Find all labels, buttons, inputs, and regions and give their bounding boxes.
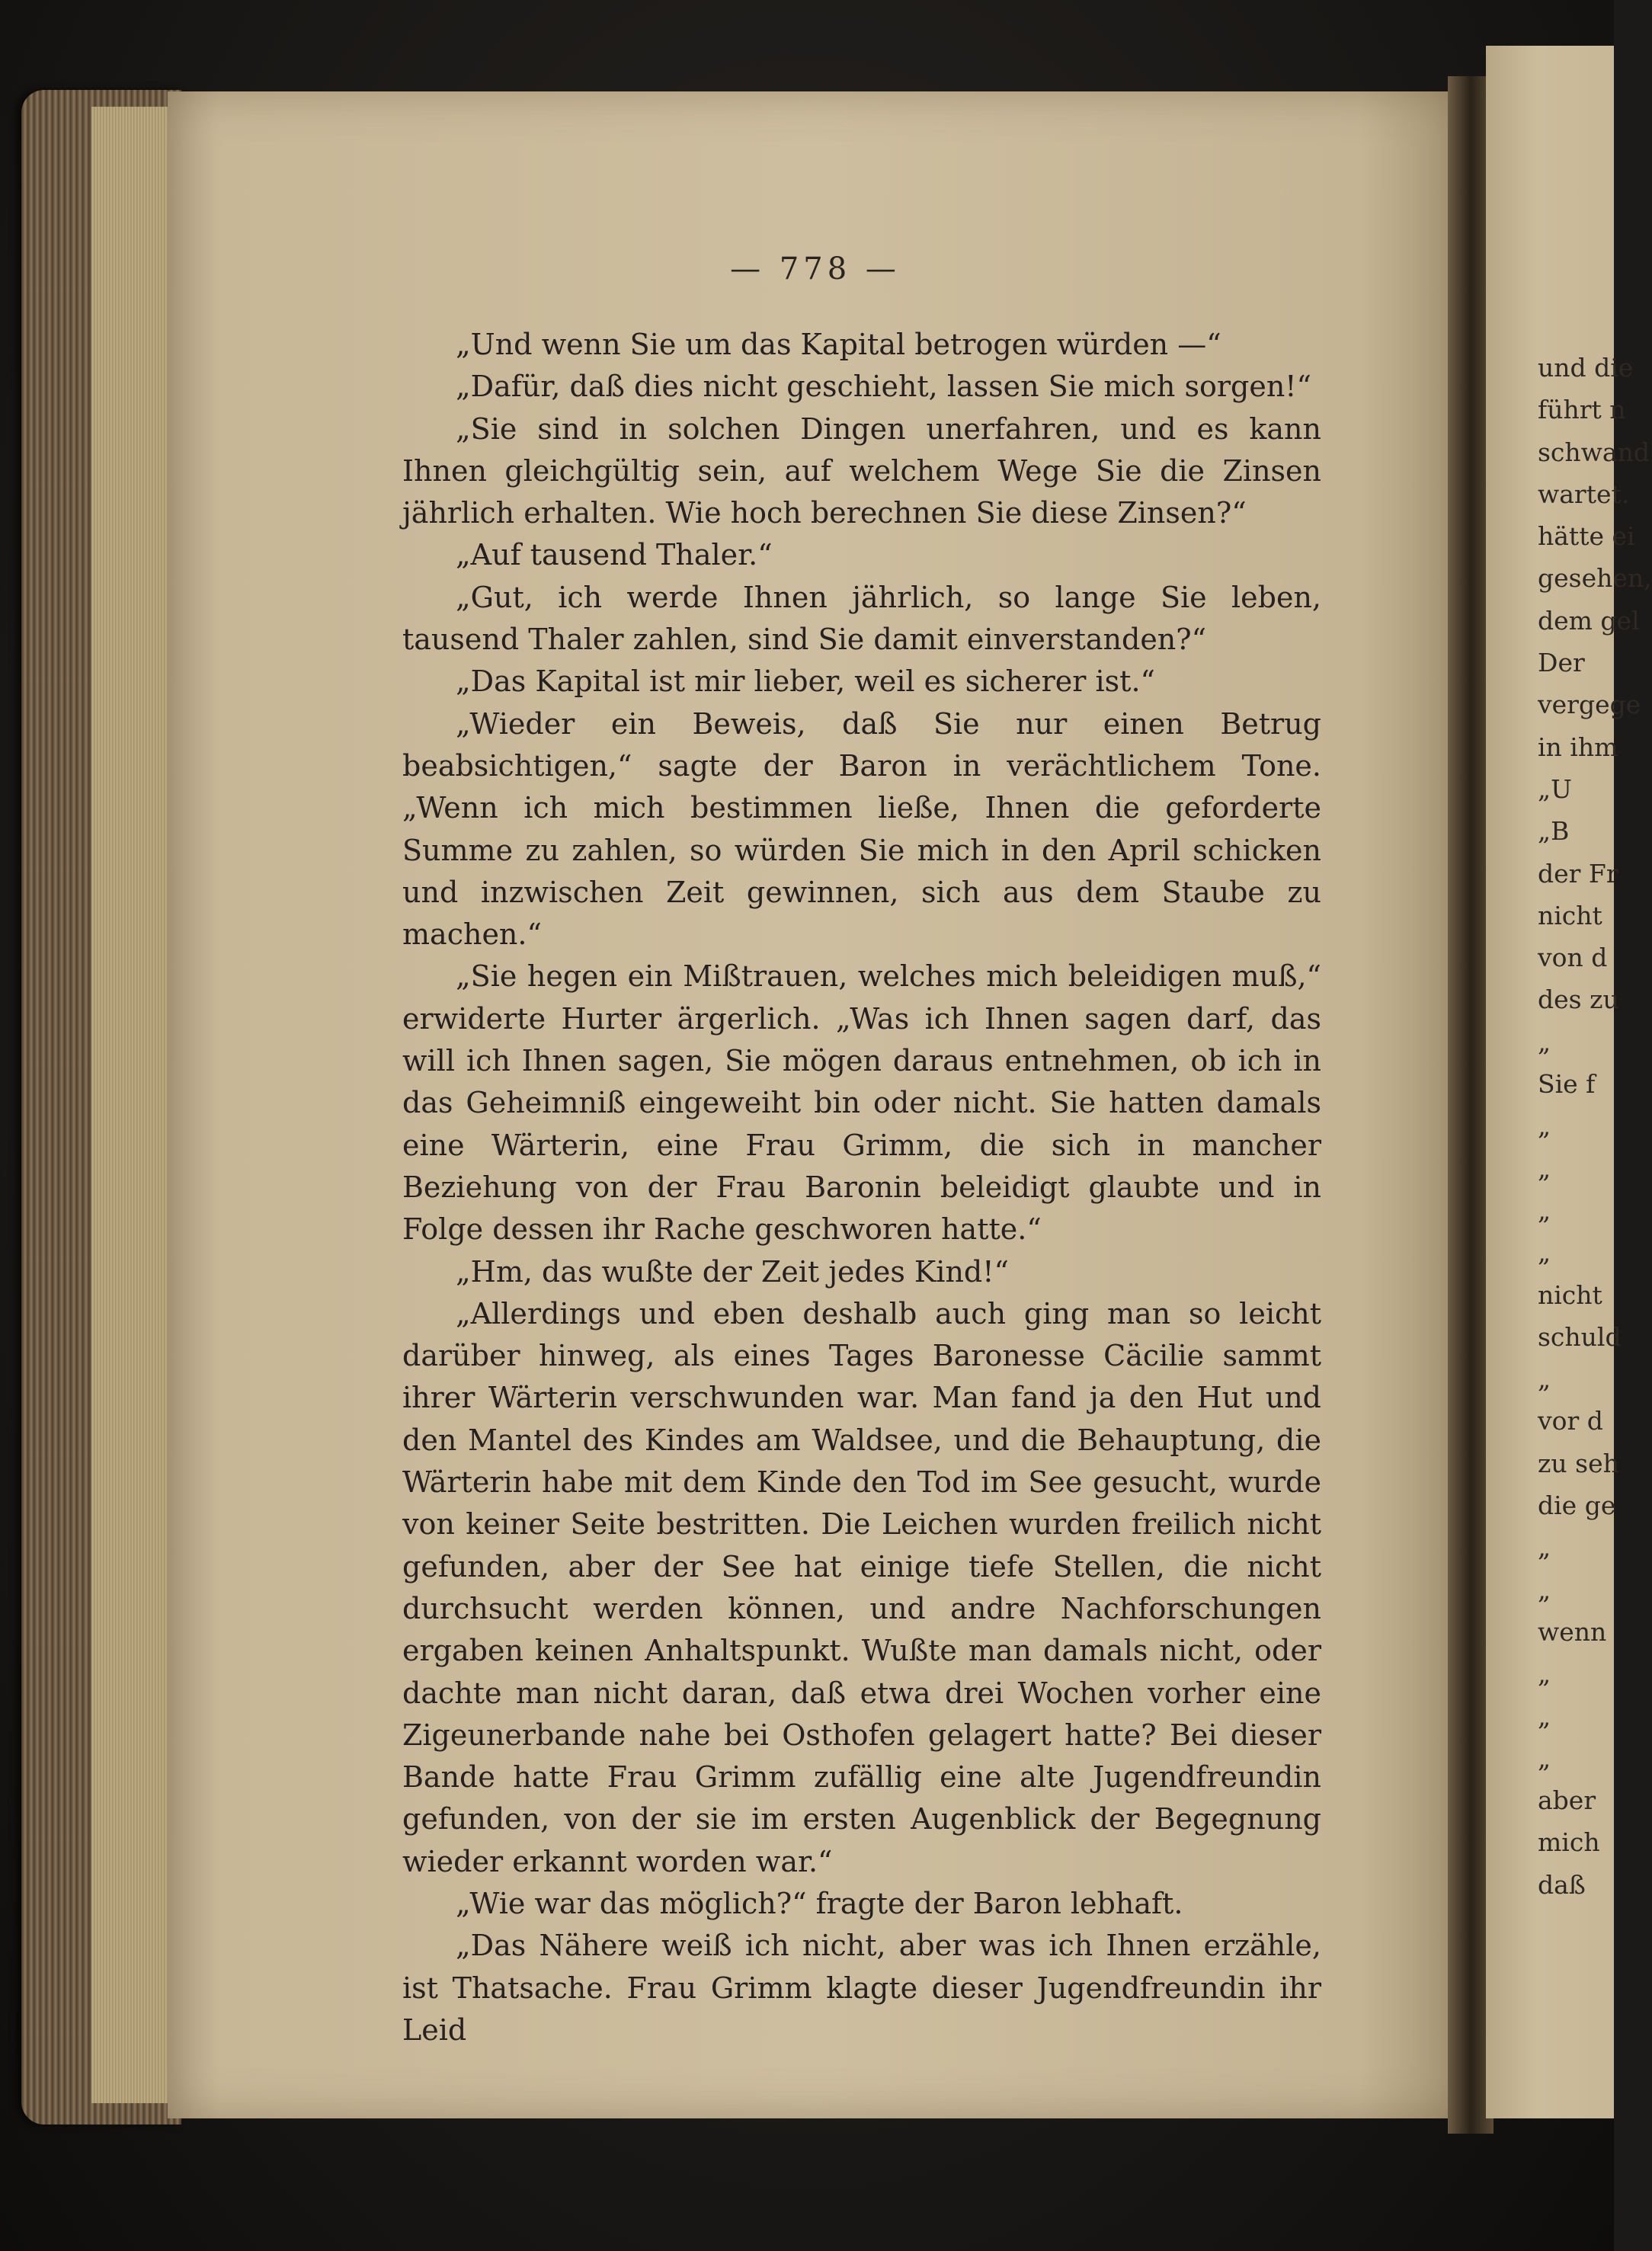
right-page-line: dem gel — [1538, 605, 1640, 636]
paragraph: „Sie hegen ein Mißtrauen, welches mich beleidigen muß,“ erwiderte Hurter ärgerlich. „Was ich Ihnen sagen darf, das will ich Ihnen sagen, Sie mögen daraus entnehmen, ob ich in das Geheimniß eingeweiht bin oder nicht. Sie hatten damals eine Wärterin, eine Frau Grimm, die sich in mancher Beziehung von der Frau Baronin beleidigt glaubte und in Folge dessen ihr Rache geschworen hatte.“ — [402, 959, 1321, 1247]
right-page-line: und die — [1538, 353, 1634, 383]
paragraph: „Hm, das wußte der Zeit jedes Kind!“ — [456, 1254, 1009, 1289]
right-page-line: von d — [1538, 943, 1608, 973]
right-page-line: „U — [1538, 773, 1572, 804]
paragraph: „Dafür, daß dies nicht geschieht, lassen Sie mich sorgen!“ — [456, 370, 1311, 404]
right-page-line: „ — [1538, 1153, 1551, 1183]
right-page-line: Der — [1538, 648, 1585, 678]
paragraph: „Sie sind in solchen Dingen unerfahren, und es kann Ihnen gleichgültig sein, auf welchem Wege Sie die Zinsen jährlich erhalten. Wie hoch berechnen Sie diese Zinsen?“ — [402, 411, 1321, 530]
right-page-line: „ — [1538, 1743, 1551, 1773]
right-page-line: zu seh — [1538, 1448, 1619, 1478]
right-page-line: „ — [1538, 1574, 1551, 1605]
right-page-line: des zu — [1538, 985, 1619, 1015]
paragraph: „Allerdings und eben deshalb auch ging man so leicht darüber hinweg, als eines Tages Baronesse Cäcilie sammt ihrer Wärterin verschwunden war. Man fand ja den Hut und den Mantel des Kindes am Waldsee, und die Behauptung, die Wärterin habe mit dem Kinde den Tod im See gesucht, wurde von keiner Seite bestritten. Die Leichen wurden freilich nicht gefunden, aber der See hat einige tiefe Stellen, die nicht durchsucht werden können, und andre Nachforschungen ergaben keinen Anhaltspunkt. Wußte man damals nicht, oder dachte man nicht daran, daß etwa drei Wochen vorher eine Zigeunerbande nahe bei Osthofen gelagert hatte? Bei dieser Bande hatte Frau Grimm zufällig eine alte Jugendfreundin gefunden, von der sie im ersten Augenblick der Begegnung wieder erkannt worden war.“ — [402, 1296, 1321, 1878]
right-page-line: der Fr — [1538, 858, 1618, 889]
page-body-text — [402, 324, 1321, 2051]
paragraph: „Das Kapital ist mir lieber, weil es sicherer ist.“ — [456, 664, 1155, 699]
paragraph: „Das Nähere weiß ich nicht, aber was ich Ihnen erzähle, ist Thatsache. Frau Grimm klagte dieser Jugendfreundin ihr Leid — [402, 1929, 1321, 2047]
right-page-line: „ — [1538, 1111, 1551, 1142]
right-page-line: „B — [1538, 816, 1570, 847]
right-page-line: gesehen, — [1538, 563, 1652, 594]
right-page-line: wenn — [1538, 1616, 1607, 1647]
right-page-line: nicht — [1538, 1279, 1602, 1310]
right-page-line: Sie f — [1538, 1069, 1596, 1100]
right-page-line: „ — [1538, 1659, 1551, 1689]
paragraph: „Wie war das möglich?“ fragte der Baron lebhaft. — [456, 1886, 1183, 1920]
paragraph: „Auf tausend Thaler.“ — [456, 538, 773, 572]
paragraph: „Gut, ich werde Ihnen jährlich, so lange Sie leben, tausend Thaler zahlen, sind Sie damit einverstanden?“ — [402, 580, 1321, 657]
right-page-text — [1538, 347, 1652, 1906]
right-page-line: vor d — [1538, 1406, 1603, 1436]
right-page-line: „ — [1538, 1026, 1551, 1057]
page-number: — 778 — — [730, 251, 901, 287]
right-page-line: schwand — [1538, 437, 1650, 467]
right-page-line: vergege — [1538, 690, 1641, 720]
right-page-line: in ihm — [1538, 732, 1618, 762]
right-page-line: wartet. — [1538, 479, 1630, 509]
right-page-line: „ — [1538, 1364, 1551, 1394]
right-page-line: „ — [1538, 1532, 1551, 1563]
right-page-line: „ — [1538, 1701, 1551, 1731]
right-page-line: aber — [1538, 1785, 1596, 1816]
right-page-line: hätte ei — [1538, 521, 1635, 552]
paragraph: „Und wenn Sie um das Kapital betrogen würden —“ — [456, 328, 1221, 361]
right-page-line: die ge — [1538, 1491, 1616, 1521]
right-page-line: daß — [1538, 1869, 1586, 1900]
right-page-line: führt n — [1538, 395, 1626, 425]
right-page-fragment — [1486, 46, 1652, 2118]
paragraph: „Wieder ein Beweis, daß Sie nur einen Betrug beabsichtigen,“ sagte der Baron in verächtlichem Tone. „Wenn ich mich bestimmen ließe, Ihnen die geforderte Summe zu zahlen, so würden Sie mich in den April schicken und inzwischen Zeit gewinnen, sich aus dem Staube zu machen.“ — [402, 706, 1321, 952]
right-page-line: nicht — [1538, 900, 1602, 930]
right-page-line: schuld — [1538, 1321, 1622, 1352]
right-page-line: „ — [1538, 1238, 1551, 1268]
right-page-line: mich — [1538, 1827, 1600, 1858]
right-page-line: „ — [1538, 1195, 1551, 1225]
